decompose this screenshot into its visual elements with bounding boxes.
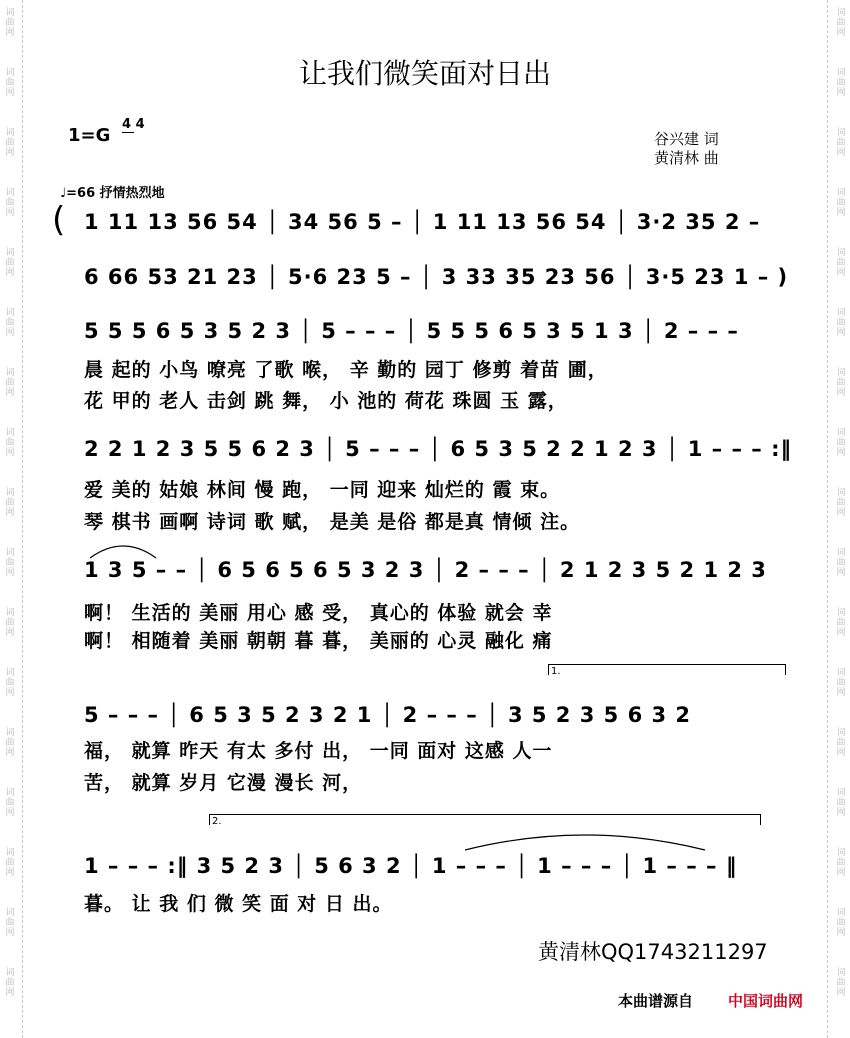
source-label: 本曲谱源自 xyxy=(618,992,694,1010)
second-ending-number: 2. xyxy=(212,816,222,827)
source-site-link[interactable]: 中国词曲网 xyxy=(728,992,804,1010)
watermark-text: 词 曲 网 xyxy=(5,968,15,998)
watermark-text: 词 曲 网 xyxy=(5,728,15,758)
watermark-text: 词 曲 网 xyxy=(5,608,15,638)
score-row-3-lyric-2: 花 甲的 老人 击剑 跳 舞， 小 池的 荷花 珠圆 玉 露， xyxy=(84,390,568,412)
score-row-6-notes: 5 – – – │ 6 5 3 5 2 3 2 1 │ 2 – – – │ 3 5 2 3 5 6 3 2 xyxy=(84,703,692,727)
score-row-5-notes: 1 3 5 – – │ 6 5 6 5 6 5 3 2 3 │ 2 – – – │ 2 1 2 3 5 2 1 2 3 xyxy=(84,558,767,582)
watermark-text: 词 曲 网 xyxy=(836,668,846,698)
arranger-signature: 黄清林QQ1743211297 xyxy=(538,940,768,964)
score-row-2-notes: 6 66 53 21 23 │ 5·6 23 5 – │ 3 33 35 23 56 │ 3·5 23 1 – ) xyxy=(84,265,789,289)
watermark-text: 词 曲 网 xyxy=(5,668,15,698)
score-row-4-lyric-2: 琴 棋书 画啊 诗词 歌 赋， 是美 是俗 都是真 情倾 注。 xyxy=(84,511,581,533)
watermark-text: 词 曲 网 xyxy=(836,308,846,338)
watermark-text: 词 曲 网 xyxy=(5,68,15,98)
first-ending-number: 1. xyxy=(551,666,561,677)
watermark-text: 词 曲 网 xyxy=(836,848,846,878)
watermark-text: 词 曲 网 xyxy=(836,428,846,458)
first-ending-bracket xyxy=(548,664,786,675)
score-row-4-lyric-1: 爱 美的 姑娘 林间 慢 跑， 一同 迎来 灿烂的 霞 束。 xyxy=(84,479,561,501)
second-ending-bracket xyxy=(209,814,761,825)
key-signature: 1=G xyxy=(68,125,111,146)
watermark-text: 词 曲 网 xyxy=(5,548,15,578)
row-5-slur-arc xyxy=(88,538,158,560)
right-watermark-strip xyxy=(827,0,850,1038)
score-row-1-notes: 1 11 13 56 54 │ 34 56 5 – │ 1 11 13 56 54 │ 3·2 35 2 – xyxy=(84,210,761,234)
intro-open-paren: ( xyxy=(52,200,66,240)
score-row-7-lyric-1: 暮。 让 我 们 微 笑 面 对 日 出。 xyxy=(84,893,393,915)
score-row-3-notes: 5 5 5 6 5 3 5 2 3 │ 5 – – – │ 5 5 5 6 5 3 5 1 3 │ 2 – – – xyxy=(84,319,739,343)
watermark-text: 词 曲 网 xyxy=(5,188,15,218)
watermark-text: 词 曲 网 xyxy=(836,8,846,38)
watermark-text: 词 曲 网 xyxy=(836,368,846,398)
watermark-text: 词 曲 网 xyxy=(5,368,15,398)
watermark-text: 词 曲 网 xyxy=(5,128,15,158)
watermark-text: 词 曲 网 xyxy=(5,788,15,818)
score-row-5-lyric-2: 啊！ 相随着 美丽 朝朝 暮 暮， 美丽的 心灵 融化 痛 xyxy=(84,630,553,652)
watermark-text: 词 曲 网 xyxy=(836,968,846,998)
watermark-text: 词 曲 网 xyxy=(5,8,15,38)
watermark-text: 词 曲 网 xyxy=(836,488,846,518)
watermark-text: 词 曲 网 xyxy=(5,428,15,458)
song-title: 让我们微笑面对日出 xyxy=(298,57,551,90)
composer-credit: 黄清林 曲 xyxy=(654,149,719,167)
watermark-text: 词 曲 网 xyxy=(836,248,846,278)
watermark-text: 词 曲 网 xyxy=(836,608,846,638)
watermark-text: 词 曲 网 xyxy=(836,908,846,938)
time-signature xyxy=(122,118,145,132)
final-tie-arc xyxy=(460,825,710,855)
left-watermark-strip xyxy=(0,0,23,1038)
tempo-marking: ♩=66 抒情热烈地 xyxy=(60,186,165,201)
watermark-text: 词 曲 网 xyxy=(836,188,846,218)
score-row-7-notes: 1 – – – :‖ 3 5 2 3 │ 5 6 3 2 │ 1 – – – │ 1 – – – │ 1 – – – ‖ xyxy=(84,854,738,878)
watermark-text: 词 曲 网 xyxy=(836,788,846,818)
score-row-6-lyric-2: 苦， 就算 岁月 它漫 漫长 河， xyxy=(84,772,363,794)
watermark-text: 词 曲 网 xyxy=(836,728,846,758)
watermark-text: 词 曲 网 xyxy=(836,68,846,98)
watermark-text: 词 曲 网 xyxy=(836,128,846,158)
time-signature-numerator: 4 xyxy=(122,117,132,132)
watermark-text: 词 曲 网 xyxy=(5,248,15,278)
watermark-text: 词 曲 网 xyxy=(836,548,846,578)
watermark-text: 词 曲 网 xyxy=(5,848,15,878)
score-row-4-notes: 2 2 1 2 3 5 5 6 2 3 │ 5 – – – │ 6 5 3 5 2 2 1 2 3 │ 1 – – – :‖ xyxy=(84,437,793,461)
score-row-6-lyric-1: 福， 就算 昨天 有太 多付 出， 一同 面对 这感 人一 xyxy=(84,740,553,762)
lyricist-credit: 谷兴建 词 xyxy=(654,130,719,148)
score-row-3-lyric-1: 晨 起的 小鸟 嘹亮 了歌 喉， 辛 勤的 园丁 修剪 着苗 圃， xyxy=(84,359,608,381)
watermark-text: 词 曲 网 xyxy=(5,488,15,518)
time-signature-denominator: 4 xyxy=(135,117,145,132)
score-row-5-lyric-1: 啊！ 生活的 美丽 用心 感 受， 真心的 体验 就会 幸 xyxy=(84,602,553,624)
watermark-text: 词 曲 网 xyxy=(5,908,15,938)
watermark-text: 词 曲 网 xyxy=(5,308,15,338)
time-signature-line xyxy=(122,132,134,133)
